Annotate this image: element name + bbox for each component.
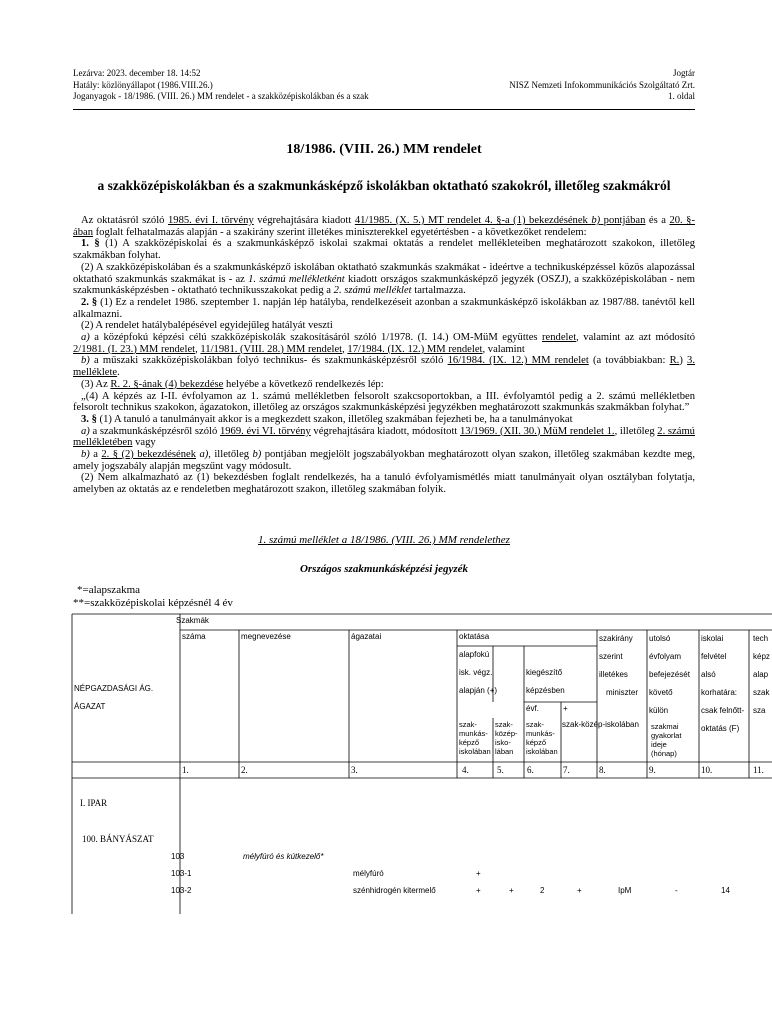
colnum-5: 5. [497,765,504,775]
header-szakmunkas-2: szak- munkás- képző iskolában [526,720,558,756]
table-row-103-2-number: 103-2 [171,886,192,895]
link-decree-11-1981[interactable]: 11/1981. (VIII. 28.) MM rendelet [200,343,343,355]
paragraph-section-1-1: 1. § (1) A szakközépiskolai és a szakmunkásképző iskolai szakmai oktatás a rendelet mellékleteiben meghatározott szakokon, illetőleg szakmákban folyhat. [73,238,695,262]
colnum-11: 11. [753,765,764,775]
legend-four-years: **=szakközépiskolai képzésnél 4 év [73,597,233,609]
header-evf: évf. [526,704,539,713]
link-om-mum-decree[interactable]: rendelet [542,332,577,344]
link-decree-2-1981[interactable]: 2/1981. (I. 23.) MM rendelet [73,343,196,355]
header-alapfoku-2: isk. végz. [459,668,493,677]
header-right [509,68,695,103]
paragraph-point-3a: a) a szakmunkásképzésről szóló 1969. évi VI. törvény végrehajtására kiadott, módosított 13/1969. (XII. 30.) MüM rendelet 1., illetőleg 2. számú mellékletében vagy [73,425,695,449]
colnum-7: 7. [563,765,570,775]
table-row-103-2-c10: 14 [721,886,730,895]
link-annex-3[interactable]: 3. melléklete [73,355,695,379]
header-agazatai: ágazatai [351,632,382,641]
table-row-103-1-branch: mélyfúró [353,869,384,878]
link-mum-decree-1969[interactable]: 13/1969. (XII. 30.) MüM rendelet 1. [460,425,615,437]
header-plus: + [563,704,568,713]
paragraph-section-2-3: (3) Az R. 2. §-ának (4) bekezdése helyébe a következő rendelkezés lép: [81,378,384,390]
header-agazat-1: NÉPGAZDASÁGI ÁG. [74,684,154,693]
link-law-1969[interactable]: 1969. évi VI. törvény [219,425,311,437]
annex-title-link[interactable]: 1. számú melléklet a 18/1986. (VIII. 26.) MM rendelethez [258,534,510,546]
table-row-103-2-c5: + [509,886,514,895]
header-agazat-2: ÁGAZAT [74,702,106,711]
colnum-3: 3. [351,765,358,775]
header-szakkozep-2: szak-közép-iskolában [562,720,639,729]
header-closed-line: Lezárva: 2023. december 18. 14:52 [73,68,201,78]
link-section-20[interactable]: 20. §-ában [73,215,695,238]
colnum-9: 9. [649,765,656,775]
link-mt-decree[interactable]: 41/1985. (X. 5.) MT rendelet 4. §-a (1) bekezdésének [354,215,592,226]
document-title: 18/1986. (VIII. 26.) MM rendelet [286,142,482,157]
header-megnevezese: megnevezése [241,632,291,641]
header-utolso: utolsó évfolyam befejezését követő külön [649,634,690,715]
paragraph-section-1-2: (2) A szakközépiskolában és a szakmunkásképző iskolában oktatható szakmunkás szakmákat - ideértve a technikusképzéssel közös alapozással oktatható szakmunkás szakmákat is - az 1. számú mellékletként kiadott országos szakmunkásképző jegyzék (OSZJ), a szakközépiskolában - nem szakmunkásképzésben - oktatható technikusszakokat pedig a 2. számú melléklet tartalmazza. [73,261,696,297]
header-tech: tech képz alap szak sza [753,634,770,715]
colnum-6: 6. [527,765,534,775]
header-page-number: 1. oldal [668,91,695,101]
colnum-8: 8. [599,765,606,775]
header-divider [73,109,695,110]
document-body [73,215,695,496]
header-szakmak: Szakmák [176,616,209,625]
header-status-line: Hatály: közlönyállapot (1986.VIII.26.) [73,79,213,90]
colnum-10: 10. [701,765,713,775]
header-szakkozep-1: szak- közép- isko- lában [495,720,518,756]
paragraph-section-3-2: (2) Nem alkalmazható az (1) bekezdésben foglalt rendelkezés, ha a tanuló évfolyamismétlés miatt tanulmányait olyan osztályban folytatja, amelyben az oktatás az e rendeletben meghatározott szakon, illetőleg szakmában folyik. [73,472,695,496]
paragraph-point-b: b) a műszaki szakközépiskolákban folyó technikus- és szakmunkásképzésről szóló 16/1984. (IX. 12.) MM rendelet (a továbbiakban: R.) 3. melléklete. [73,355,695,379]
table-row-103-name: mélyfúró és kútkezelő* [243,852,324,861]
link-decree-17-1984[interactable]: 17/1984. (IX. 12.) MM rendelet [347,343,483,355]
header-kiegeszito-1: kiegészítő [526,668,563,677]
link-r[interactable]: R. [669,355,680,367]
header-iskolai: iskolai felvétel alsó korhatára: csak felnőtt- oktatás (F) [701,634,745,733]
colnum-2: 2. [241,765,248,775]
list-title: Országos szakmunkásképzési jegyzék [299,563,469,575]
header-szakirany: szakirány szerint illetékes miniszter [599,634,638,697]
header-utolso-2: szakmai gyakorlat ideje (hónap) [651,722,682,758]
document-subtitle: a szakközépiskolákban és a szakmunkásképző iskolákban oktatható szakokról, illetőleg szakmákról [97,178,671,193]
header-szama: száma [182,632,206,641]
table-row-103-2-c8: IpM [618,886,632,895]
colnum-1: 1. [182,765,189,775]
trade-register-table [72,614,772,914]
paragraph-section-3-1: 3. § (1) A tanuló a tanulmányait akkor is a megkezdett szakon, illetőleg szakmában fejezheti be, ha a tanulmányokat [81,413,573,425]
link-r-2-4[interactable]: R. 2. §-ának (4) bekezdése [110,378,224,390]
link-law-1985[interactable]: 1985. évi I. törvény [167,215,254,226]
header-brand: Jogtár [673,68,695,78]
link-section-2-2[interactable]: 2. § (2) bekezdésének [101,449,197,461]
header-oktatasa: oktatása [459,632,490,641]
paragraph-point-3b: b) a 2. § (2) bekezdésének a), illetőleg b) pontjában megjelölt jogszabályokban meghatározott olyan szakon, illetőleg szakmában kezdte meg, amely jogszabály alapján megszűnt vagy módosult. [73,449,695,472]
header-left [73,68,369,103]
paragraph-quoted-provision: „(4) A képzés az I-II. évfolyamon az 1. számú mellékletben felsorolt szakcsoportokban, a III. évfolyamtól pedig a 2. számú mellékletben felsorolt technikus szakokon, ágazatokon, illetőleg az országos szakmunkásképzési jegyzékben meghatározott szakmunkás szakmákban folyhat.” [73,390,695,414]
table-row-103-2-c7: + [577,886,582,895]
link-annex-2-1969[interactable]: 2. számú mellékletében [73,425,695,449]
colnum-4: 4. [462,765,469,775]
header-alapfoku-3: alapján (+) [459,686,498,695]
table-row-103-1-c4: + [476,869,481,878]
table-row-103-2-branch: szénhidrogén kitermelő [353,886,436,895]
paragraph-point-a: a) a középfokú képzési célú szakközépiskolák szakosításáról szóló 1/1978. (I. 14.) OM-MüM együttes rendelet, valamint az azt módosító 2/1981. (I. 23.) MM rendelet, 11/1981. (VIII. 28.) MM rendelet, 17/1984. (IX. 12.) MM rendelet, valamint [73,332,695,355]
table-row-103-1-number: 103-1 [171,869,192,878]
table-row-103-number: 103 [171,852,185,861]
header-alapfoku-1: alapfokú [459,650,490,659]
paragraph-section-2-1: 2. § (1) Ez a rendelet 1986. szeptember 1. napján lép hatályba, rendelkezéseit azonban a szakmunkásképző iskolákban az 1987/88. tanévtől kell alkalmazni. [73,296,696,320]
header-szakmunkas-1: szak- munkás- képző iskolában [459,720,491,756]
header-provider: NISZ Nemzeti Infokommunikációs Szolgáltató Zrt. [509,79,695,90]
header-kiegeszito-2: képzésben [526,686,565,695]
legend-basic-trade: *=alapszakma [77,584,141,596]
link-decree-16-1984[interactable]: 16/1984. (IX. 12.) MM rendelet [447,355,589,367]
table-row-103-2-c4: + [476,886,481,895]
paragraph-preamble: Az oktatásról szóló 1985. évi I. törvény végrehajtására kiadott 41/1985. (X. 5.) MT rendelet 4. §-a (1) bekezdésének b) pontjában és a 20. §-ában foglalt felhatalmazás alapján - a szakirány szerint illetékes miniszterekkel egyetértésben - a következőket rendelem: [73,215,695,238]
table-row-103-2-c9: - [675,886,678,895]
row-sector-ipar: I. IPAR [80,798,108,808]
header-doc-line: Joganyagok - 18/1986. (VIII. 26.) MM rendelet - a szakközépiskolákban és a szak [73,91,369,101]
row-branch-banyaszat: 100. BÁNYÁSZAT [82,834,154,844]
paragraph-section-2-2: (2) A rendelet hatálybalépésével egyidejűleg hatályát veszti [81,320,333,332]
table-row-103-2-c6: 2 [540,886,545,895]
